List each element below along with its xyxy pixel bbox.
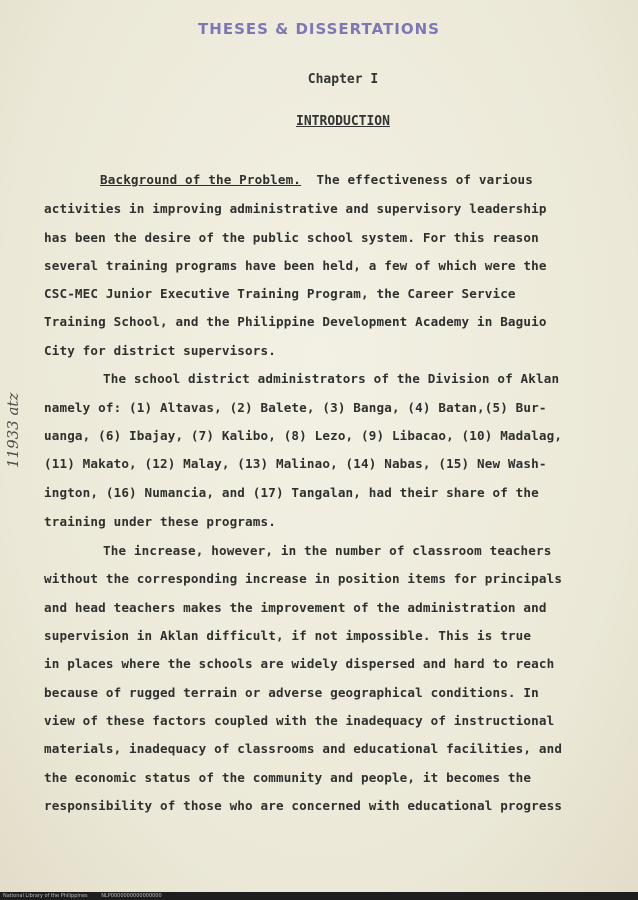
paragraph-text: The effectiveness of various <box>316 172 534 187</box>
paragraph-line: because of rugged terrain or adverse geographical conditions. In <box>44 685 539 700</box>
paragraph-line: The school district administrators of the Division of Aklan <box>103 371 560 386</box>
paragraph-line: in places where the schools are widely dispersed and hard to reach <box>44 656 555 671</box>
handwritten-margin-note: 11933 atz <box>4 392 22 468</box>
paragraph-line: CSC-MEC Junior Executive Training Program, the Career Service <box>44 286 516 301</box>
paragraph-line: training under these programs. <box>44 514 276 529</box>
paragraph-line: view of these factors coupled with the inadequacy of instructional <box>44 713 555 728</box>
paragraph-line: without the corresponding increase in position items for principals <box>44 571 563 586</box>
paragraph-line: materials, inadequacy of classrooms and educational facilities, and <box>44 741 563 756</box>
paragraph-line: The increase, however, in the number of classroom teachers <box>103 543 552 558</box>
theses-dissertations-stamp: THESES & DISSERTATIONS <box>198 20 440 38</box>
footer-library-name: National Library of the Philippines <box>3 893 88 899</box>
paragraph-lead: Background of the Problem. <box>100 172 302 187</box>
paragraph-line: responsibility of those who are concerned with educational progress <box>44 798 563 813</box>
paragraph-line: uanga, (6) Ibajay, (7) Kalibo, (8) Lezo, (9) Libacao, (10) Madalag, <box>44 428 563 443</box>
footer-id: NLP0000000000000000 <box>101 893 162 899</box>
paragraph-line: ington, (16) Numancia, and (17) Tangalan, had their share of the <box>44 485 539 500</box>
paragraph-line: the economic status of the community and people, it becomes the <box>44 770 532 785</box>
paragraph-line: (11) Makato, (12) Malay, (13) Malinao, (14) Nabas, (15) New Wash- <box>44 456 547 471</box>
paragraph-line <box>100 172 533 187</box>
section-title: INTRODUCTION <box>296 114 390 129</box>
paragraph-line: supervision in Aklan difficult, if not impossible. This is true <box>44 628 532 643</box>
paragraph-line: Training School, and the Philippine Development Academy in Baguio <box>44 314 547 329</box>
paragraph-line: has been the desire of the public school system. For this reason <box>44 230 539 245</box>
chapter-heading: Chapter I <box>307 72 379 87</box>
paragraph-line: several training programs have been held, a few of which were the <box>44 258 547 273</box>
paragraph-line: and head teachers makes the improvement of the administration and <box>44 600 547 615</box>
paragraph-line: activities in improving administrative and supervisory leadership <box>44 201 547 216</box>
paragraph-line: namely of: (1) Altavas, (2) Balete, (3) Banga, (4) Batan,(5) Bur- <box>44 400 547 415</box>
paragraph-line: City for district supervisors. <box>44 343 276 358</box>
scan-footer-bar <box>0 892 638 900</box>
